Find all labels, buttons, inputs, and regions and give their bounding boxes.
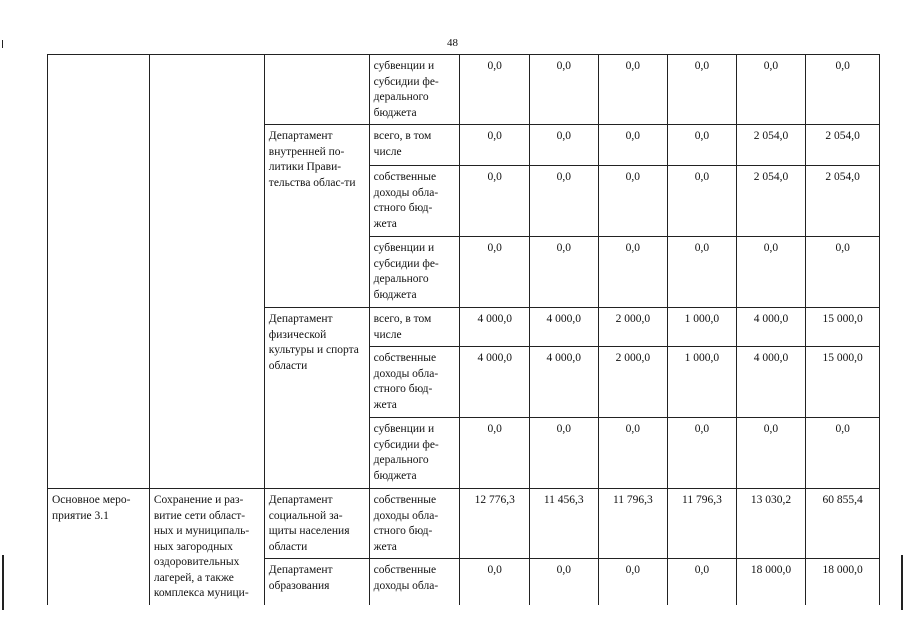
measure-name: Основное меро-приятие 3.1 xyxy=(48,489,150,605)
value-cell: 2 054,0 xyxy=(806,125,880,166)
value-cell: 0,0 xyxy=(460,418,530,489)
value-cell: 13 030,2 xyxy=(736,489,806,559)
value-cell: 0,0 xyxy=(530,166,599,237)
value-cell: 0,0 xyxy=(736,55,806,125)
department-name: Департамент образования xyxy=(264,559,369,605)
value-cell: 18 000,0 xyxy=(806,559,880,605)
value-cell: 15 000,0 xyxy=(806,347,880,418)
value-cell: 2 054,0 xyxy=(806,166,880,237)
value-cell: 4 000,0 xyxy=(736,308,806,347)
table-row xyxy=(48,489,880,559)
value-cell: 0,0 xyxy=(460,559,530,605)
description-cell-empty xyxy=(149,55,264,489)
value-cell: 0,0 xyxy=(598,559,668,605)
funding-source: собственные доходы обла-стного бюд-жета xyxy=(369,166,460,237)
value-cell: 0,0 xyxy=(530,559,599,605)
value-cell: 11 456,3 xyxy=(530,489,599,559)
value-cell: 0,0 xyxy=(460,55,530,125)
funding-source: субвенции и субсидии фе-дерального бюджета xyxy=(369,237,460,308)
value-cell: 11 796,3 xyxy=(598,489,668,559)
value-cell: 0,0 xyxy=(668,125,737,166)
value-cell: 0,0 xyxy=(668,418,737,489)
value-cell: 4 000,0 xyxy=(736,347,806,418)
value-cell: 60 855,4 xyxy=(806,489,880,559)
measure-cell-empty xyxy=(48,55,150,489)
funding-source: субвенции и субсидии фе-дерального бюджета xyxy=(369,55,460,125)
value-cell: 4 000,0 xyxy=(530,347,599,418)
value-cell: 4 000,0 xyxy=(460,308,530,347)
value-cell: 0,0 xyxy=(668,237,737,308)
value-cell: 11 796,3 xyxy=(668,489,737,559)
value-cell: 0,0 xyxy=(530,125,599,166)
value-cell: 1 000,0 xyxy=(668,347,737,418)
right-edge-mark xyxy=(901,555,903,610)
value-cell: 0,0 xyxy=(806,418,880,489)
value-cell: 0,0 xyxy=(598,418,668,489)
funding-source: всего, в том числе xyxy=(369,125,460,166)
value-cell: 0,0 xyxy=(668,166,737,237)
value-cell: 0,0 xyxy=(668,55,737,125)
value-cell: 2 054,0 xyxy=(736,166,806,237)
measure-description: Сохранение и раз-витие сети област-ных и муниципаль-ных загородных оздоровительных лагерей, а также комплекса муници- xyxy=(149,489,264,605)
funding-source: собственные доходы обла-стного бюд-жета xyxy=(369,347,460,418)
value-cell: 4 000,0 xyxy=(530,308,599,347)
department-name: Департамент физической культуры и спорта области xyxy=(264,308,369,489)
department-name: Департамент внутренней по-литики Прави-тельства облас-ти xyxy=(264,125,369,308)
value-cell: 0,0 xyxy=(736,237,806,308)
value-cell: 2 000,0 xyxy=(598,347,668,418)
value-cell: 1 000,0 xyxy=(668,308,737,347)
left-edge-mark xyxy=(2,40,3,48)
value-cell: 0,0 xyxy=(530,418,599,489)
value-cell: 0,0 xyxy=(460,166,530,237)
value-cell: 0,0 xyxy=(806,55,880,125)
value-cell: 12 776,3 xyxy=(460,489,530,559)
value-cell: 0,0 xyxy=(598,166,668,237)
value-cell: 18 000,0 xyxy=(736,559,806,605)
value-cell: 0,0 xyxy=(598,55,668,125)
left-edge-mark xyxy=(2,555,4,610)
value-cell: 0,0 xyxy=(806,237,880,308)
value-cell: 15 000,0 xyxy=(806,308,880,347)
department-cell-empty xyxy=(264,55,369,125)
value-cell: 0,0 xyxy=(598,237,668,308)
budget-table xyxy=(47,54,880,605)
value-cell: 0,0 xyxy=(598,125,668,166)
value-cell: 2 000,0 xyxy=(598,308,668,347)
value-cell: 0,0 xyxy=(460,125,530,166)
funding-source: всего, в том числе xyxy=(369,308,460,347)
value-cell: 4 000,0 xyxy=(460,347,530,418)
value-cell: 0,0 xyxy=(460,237,530,308)
page-number: 48 xyxy=(447,37,458,49)
value-cell: 2 054,0 xyxy=(736,125,806,166)
table-row xyxy=(48,55,880,125)
funding-source: собственные доходы обла-стного бюд-жета xyxy=(369,489,460,559)
funding-source: субвенции и субсидии фе-дерального бюджета xyxy=(369,418,460,489)
value-cell: 0,0 xyxy=(668,559,737,605)
value-cell: 0,0 xyxy=(530,55,599,125)
department-name: Департамент социальной за-щиты населения области xyxy=(264,489,369,559)
funding-source: собственные доходы обла- xyxy=(369,559,460,605)
value-cell: 0,0 xyxy=(736,418,806,489)
value-cell: 0,0 xyxy=(530,237,599,308)
